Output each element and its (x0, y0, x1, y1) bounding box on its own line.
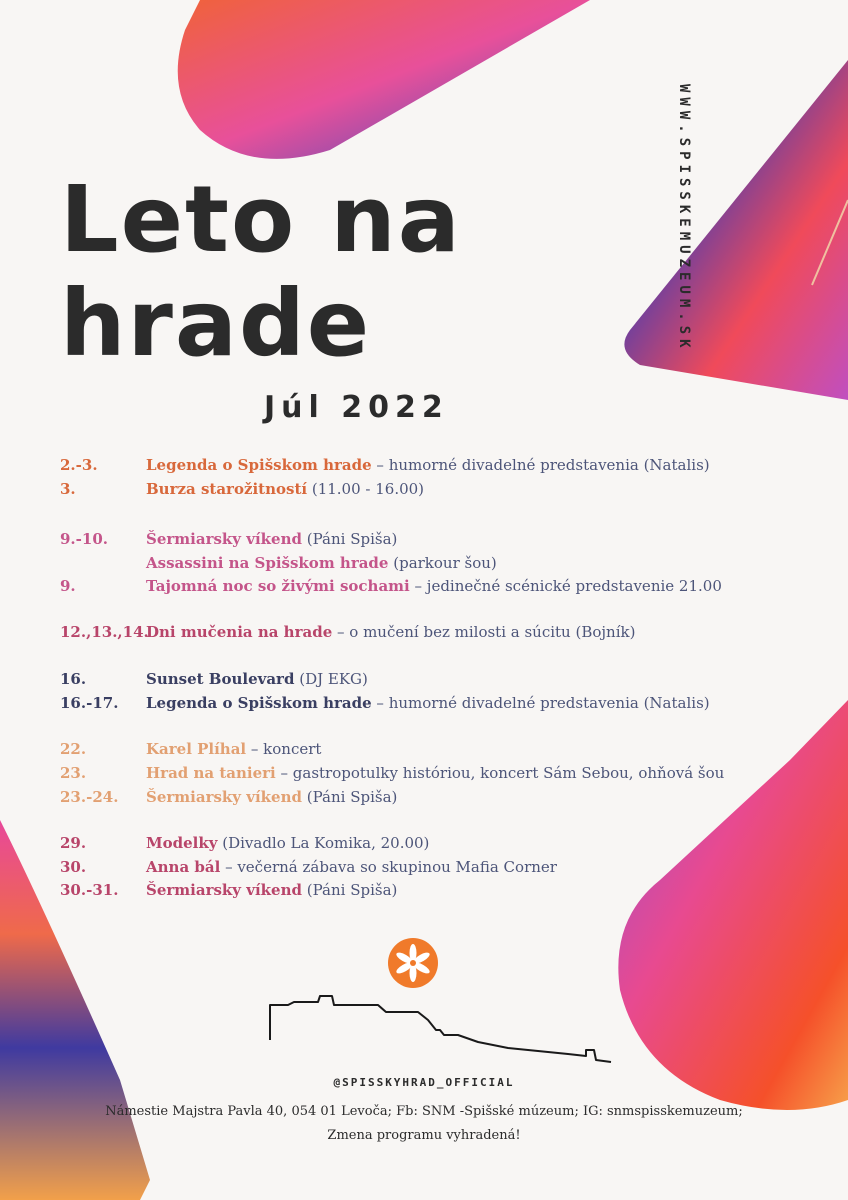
program-date: 23.-24. (60, 788, 119, 806)
website-link[interactable]: WWW.SPISSKEMUZEUM.SK (676, 84, 692, 353)
program-title: Assassini na Spišskom hrade (146, 554, 389, 572)
program-desc: (11.00 - 16.00) (307, 480, 425, 498)
program-desc: – o mučení bez milosti a súcitu (Bojník) (332, 623, 636, 641)
program-desc: – humorné divadelné predstavenia (Natalis) (371, 694, 710, 712)
program-date: 30. (60, 858, 87, 876)
address-line: Námestie Majstra Pavla 40, 054 01 Levoča; Fb: SNM -Spišské múzeum; IG: snmspisskemuzeum; (105, 1104, 743, 1119)
program-date: 16.-17. (60, 694, 119, 712)
program-desc: – večerná zábava so skupinou Mafia Corner (220, 858, 557, 876)
program-date: 23. (60, 764, 87, 782)
program-desc: (Divadlo La Komika, 20.00) (217, 834, 430, 852)
right-pyramid-shape (624, 60, 848, 400)
program-title: Modelky (146, 834, 218, 852)
program-desc: – gastropotulky históriou, koncert Sám Sebou, ohňová šou (275, 764, 725, 782)
program-date: 16. (60, 670, 87, 688)
program-title: Anna bál (146, 858, 221, 876)
month-heading: Júl 2022 (264, 390, 449, 425)
flower-logo-icon (388, 938, 438, 988)
program-desc: (parkour šou) (388, 554, 497, 572)
title-line-2: hrade (60, 270, 372, 377)
program-notice: Zmena programu vyhradená! (327, 1128, 521, 1143)
top-cylinder-shape (178, 0, 590, 159)
program-desc: – humorné divadelné predstavenia (Natalis) (371, 456, 710, 474)
program-desc: – koncert (246, 740, 322, 758)
program-title: Legenda o Spišskom hrade (146, 694, 372, 712)
program-date: 29. (60, 834, 87, 852)
program-date: 3. (60, 480, 76, 498)
program-desc: (DJ EKG) (294, 670, 368, 688)
program-title: Šermiarsky víkend (146, 788, 302, 806)
program-date: 22. (60, 740, 87, 758)
program-date: 9.-10. (60, 530, 108, 548)
program-title: Šermiarsky víkend (146, 530, 302, 548)
program-title: Sunset Boulevard (146, 670, 295, 688)
program-desc: (Páni Spiša) (302, 881, 398, 899)
program-title: Tajomná noc so živými sochami (146, 577, 410, 595)
program-title: Hrad na tanieri (146, 764, 276, 782)
castle-outline-icon (268, 990, 613, 1075)
program-title: Dni mučenia na hrade (146, 623, 333, 641)
program-title: Karel Plíhal (146, 740, 247, 758)
page-title (60, 168, 462, 376)
program-date: 2.-3. (60, 456, 98, 474)
program-title: Burza starožitností (146, 480, 308, 498)
program-date: 30.-31. (60, 881, 119, 899)
program-date: 9. (60, 577, 76, 595)
program-desc: (Páni Spiša) (302, 788, 398, 806)
social-handle: @SPISSKYHRAD_OFFICIAL (333, 1076, 515, 1089)
program-date: 12.,13.,14. (60, 623, 149, 641)
title-line-1: Leto na (60, 166, 462, 273)
program-desc: – jedinečné scénické predstavenie 21.00 (409, 577, 722, 595)
program-desc: (Páni Spiša) (302, 530, 398, 548)
program-title: Šermiarsky víkend (146, 881, 302, 899)
program-title: Legenda o Spišskom hrade (146, 456, 372, 474)
